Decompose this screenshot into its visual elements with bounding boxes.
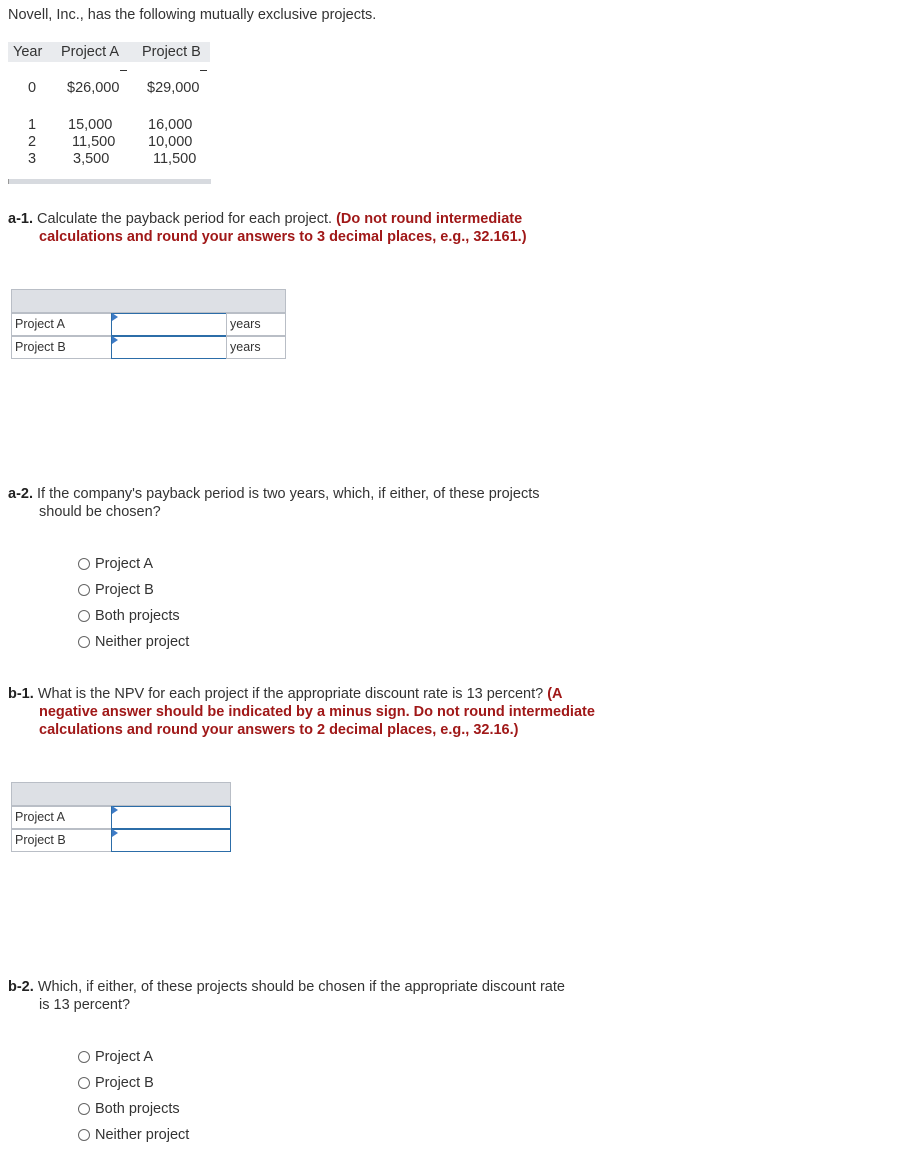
radio-button-icon[interactable]	[78, 584, 90, 596]
header-project-a: Project A	[61, 44, 120, 60]
radio-button-icon[interactable]	[78, 1129, 90, 1141]
radio-option-neither-project[interactable]	[78, 1125, 189, 1145]
input-marker-icon	[112, 336, 118, 344]
question-text: What is the NPV for each project if the appropriate discount rate is 13 percent?	[37, 686, 544, 702]
header-year: Year	[13, 44, 43, 60]
question-b2	[8, 978, 638, 1014]
question-text: Calculate the payback period for each project.	[37, 211, 333, 227]
question-number: a-2.	[8, 486, 33, 502]
radio-option-project-a[interactable]	[78, 1047, 153, 1067]
unit-years: years	[226, 336, 286, 359]
answer-table-header	[11, 289, 286, 313]
project-a-cell: $26,000	[67, 80, 120, 96]
payback-input-project-b[interactable]	[111, 336, 227, 359]
radio-label: Project B	[95, 582, 154, 598]
project-a-cell: 11,500	[72, 134, 116, 150]
question-instruction-cont: calculations and round your answers to 2 decimal places, e.g., 32.16.)	[39, 722, 519, 738]
radio-button-icon[interactable]	[78, 1051, 90, 1063]
question-number: b-2.	[8, 979, 34, 995]
radio-label: Neither project	[95, 1127, 190, 1143]
year-cell: 2	[28, 134, 37, 150]
year-cell: 1	[28, 117, 37, 133]
radio-button-icon[interactable]	[78, 558, 90, 570]
radio-option-project-b[interactable]	[78, 1073, 154, 1093]
radio-label: Neither project	[95, 634, 190, 650]
year-cell: 0	[28, 80, 37, 96]
radio-label: Both projects	[95, 608, 180, 624]
input-marker-icon	[112, 829, 118, 837]
question-text: If the company's payback period is two years, which, if either, of these projects	[37, 486, 540, 502]
question-instruction-cont: calculations and round your answers to 3 decimal places, e.g., 32.161.)	[39, 229, 527, 245]
question-instruction: (A	[547, 686, 563, 702]
project-b-cell: 11,500	[153, 151, 197, 167]
radio-button-icon[interactable]	[78, 1077, 90, 1089]
question-text: Which, if either, of these projects should be chosen if the appropriate discount rate	[37, 979, 565, 995]
year-cell: 3	[28, 151, 37, 167]
project-a-cell: 3,500	[73, 151, 110, 167]
radio-option-project-b[interactable]	[78, 580, 154, 600]
radio-option-neither-project[interactable]	[78, 632, 189, 652]
cashflow-footer-bar	[8, 179, 211, 184]
project-b-cell: 10,000	[148, 134, 193, 150]
project-b-cell: 16,000	[148, 117, 193, 133]
radio-label: Project B	[95, 1075, 154, 1091]
dash-mark	[200, 70, 207, 71]
question-instruction-cont: negative answer should be indicated by a minus sign. Do not round intermediate	[39, 704, 595, 720]
radio-label: Project A	[95, 1049, 154, 1065]
input-marker-icon	[112, 313, 118, 321]
payback-input-project-a[interactable]	[111, 313, 227, 336]
header-project-b: Project B	[142, 44, 201, 60]
question-a2	[8, 485, 638, 521]
radio-label: Both projects	[95, 1101, 180, 1117]
project-b-cell: $29,000	[147, 80, 200, 96]
question-number: b-1.	[8, 686, 34, 702]
row-label-project-a: Project A	[11, 806, 112, 829]
npv-input-project-a[interactable]	[111, 806, 231, 829]
dash-mark	[120, 70, 127, 71]
question-instruction: (Do not round intermediate	[336, 211, 523, 227]
npv-input-project-b[interactable]	[111, 829, 231, 852]
row-label-project-b: Project B	[11, 336, 112, 359]
row-label-project-a: Project A	[11, 313, 112, 336]
radio-option-project-a[interactable]	[78, 554, 153, 574]
radio-option-both-projects[interactable]	[78, 1099, 180, 1119]
project-a-cell: 15,000	[68, 117, 113, 133]
radio-button-icon[interactable]	[78, 610, 90, 622]
problem-intro: Novell, Inc., has the following mutually exclusive projects.	[8, 7, 377, 23]
question-text-cont: should be chosen?	[39, 504, 161, 520]
question-number: a-1.	[8, 211, 33, 227]
question-a1	[8, 210, 638, 246]
radio-label: Project A	[95, 556, 154, 572]
radio-button-icon[interactable]	[78, 1103, 90, 1115]
input-marker-icon	[112, 806, 118, 814]
question-b1	[8, 685, 638, 739]
row-label-project-b: Project B	[11, 829, 112, 852]
answer-table-header	[11, 782, 231, 806]
question-text-cont: is 13 percent?	[39, 997, 131, 1013]
unit-years: years	[226, 313, 286, 336]
radio-button-icon[interactable]	[78, 636, 90, 648]
radio-option-both-projects[interactable]	[78, 606, 180, 626]
